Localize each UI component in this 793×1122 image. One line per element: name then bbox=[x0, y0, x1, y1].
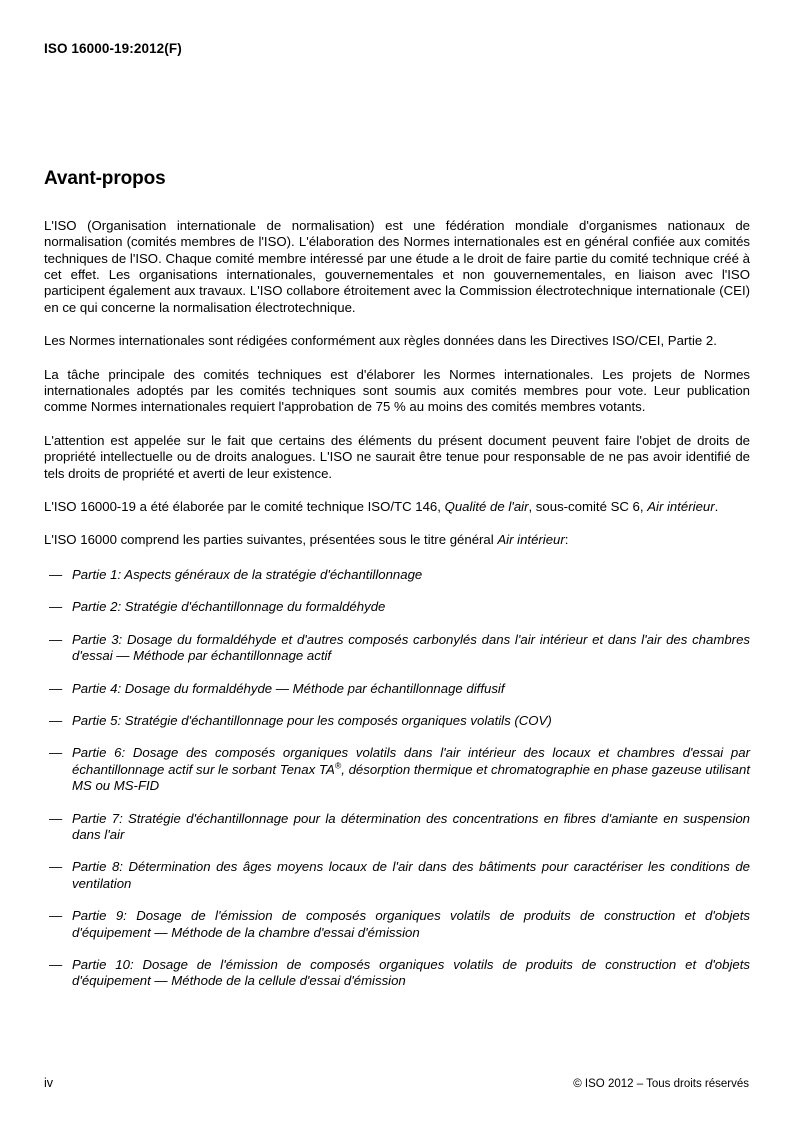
subcommittee-title-indoor-air: Air intérieur bbox=[647, 499, 715, 515]
part-entry-text: Partie 9: Dosage de l'émission de composés organiques volatils de produits de construction et d'objets d'équipement — Méthode de la chambre d'essai d'émission bbox=[72, 908, 750, 940]
em-dash-bullet-icon: — bbox=[49, 631, 63, 647]
list-item bbox=[44, 681, 750, 697]
part-entry-text: Partie 1: Aspects généraux de la stratégie d'échantillonnage bbox=[72, 566, 423, 582]
registered-trademark-superscript: ® bbox=[334, 760, 342, 771]
em-dash-bullet-icon: — bbox=[49, 712, 63, 728]
list-item bbox=[44, 957, 750, 990]
part-entry-text: Partie 5: Stratégie d'échantillonnage pour les composés organiques volatils (COV) bbox=[72, 712, 552, 728]
part-entry-text bbox=[72, 745, 750, 793]
part-entry-text: Partie 8: Détermination des âges moyens locaux de l'air dans des bâtiments pour caractériser les conditions de ventilation bbox=[72, 859, 750, 891]
em-dash-bullet-icon: — bbox=[49, 599, 63, 615]
part-entry-text: Partie 7: Stratégie d'échantillonnage pour la détermination des concentrations en fibres d'amiante en suspension dans l'air bbox=[72, 810, 750, 842]
em-dash-bullet-icon: — bbox=[49, 680, 63, 696]
em-dash-bullet-icon: — bbox=[49, 859, 63, 875]
series-intro-lead: L'ISO 16000 comprend les parties suivantes, présentées sous le titre général bbox=[44, 532, 498, 548]
list-item bbox=[44, 908, 750, 941]
em-dash-bullet-icon: — bbox=[49, 956, 63, 972]
part-entry-text: Partie 2: Stratégie d'échantillonnage du formaldéhyde bbox=[72, 599, 386, 615]
list-item bbox=[44, 811, 750, 844]
committee-text-lead: L'ISO 16000-19 a été élaborée par le comité technique ISO/TC 146, bbox=[44, 499, 445, 515]
em-dash-bullet-icon: — bbox=[49, 810, 63, 826]
section-heading: Avant-propos bbox=[44, 168, 166, 189]
copyright-notice: © ISO 2012 – Tous droits réservés bbox=[573, 1078, 749, 1090]
list-item bbox=[44, 713, 750, 729]
committee-text-tail: . bbox=[714, 499, 719, 515]
committee-title-air-quality: Qualité de l'air bbox=[444, 499, 529, 515]
foreword-paragraph-2: Les Normes internationales sont rédigées conformément aux règles données dans les Directives ISO/CEI, Partie 2. bbox=[44, 333, 717, 349]
list-item bbox=[44, 745, 750, 794]
list-item bbox=[44, 859, 750, 892]
page-footer bbox=[44, 1076, 749, 1090]
em-dash-bullet-icon: — bbox=[49, 745, 63, 761]
em-dash-bullet-icon: — bbox=[49, 566, 63, 582]
running-header bbox=[44, 41, 749, 57]
page-number: iv bbox=[44, 1076, 54, 1090]
document-identifier: ISO 16000-19:2012(F) bbox=[44, 41, 182, 56]
page-content bbox=[44, 168, 750, 990]
foreword-paragraph-3: La tâche principale des comités techniques est d'élaborer les Normes internationales. Les projets de Normes internationales adoptés par les comités techniques sont soumis aux comités membres pour vote. Leur publication comme Normes internationales requiert l'approbation de 75 % au moins des comités membres votants. bbox=[44, 366, 750, 415]
part-entry-text: Partie 3: Dosage du formaldéhyde et d'autres composés carbonylés dans l'air intérieur et dans l'air des chambres d'essai — Méthode par échantillonnage actif bbox=[72, 631, 750, 664]
em-dash-bullet-icon: — bbox=[49, 908, 63, 924]
list-item bbox=[44, 599, 750, 615]
part-entry-text: Partie 10: Dosage de l'émission de composés organiques volatils de produits de construction et d'objets d'équipement — Méthode de la cellule d'essai d'émission bbox=[72, 956, 750, 989]
foreword-paragraph-1: L'ISO (Organisation internationale de normalisation) est une fédération mondiale d'organismes nationaux de normalisation (comités membres de l'ISO). L'élaboration des Normes internationales est en général confiée aux comités techniques de l'ISO. Chaque comité membre intéressé par une étude a le droit de faire partie du comité technique créé à cet effet. Les organisations internationales, gouvernementales et non gouvernementales, en liaison avec l'ISO participent également aux travaux. L'ISO collabore étroitement avec la Commission électrotechnique internationale (CEI) en ce qui concerne la normalisation électrotechnique. bbox=[44, 217, 750, 315]
series-introduction-paragraph bbox=[44, 532, 750, 548]
part-entry-text-continued: , désorption thermique et chromatographie en phase gazeuse utilisant MS ou MS-FID bbox=[72, 761, 750, 794]
list-item bbox=[44, 632, 750, 665]
part-entry-text: Partie 4: Dosage du formaldéhyde — Méthode par échantillonnage diffusif bbox=[72, 680, 505, 696]
standard-parts-list bbox=[44, 567, 750, 990]
series-intro-tail: : bbox=[564, 532, 569, 548]
series-general-title: Air intérieur bbox=[497, 532, 565, 548]
foreword-paragraph-4: L'attention est appelée sur le fait que certains des éléments du présent document peuvent faire l'objet de droits de propriété intellectuelle ou de droits analogues. L'ISO ne saurait être tenue pour responsable de ne pas avoir identifié de tels droits de propriété et averti de leur existence. bbox=[44, 432, 750, 481]
part-entry-text-main: Partie 6: Dosage des composés organiques volatils dans l'air intérieur des locaux et chambres d'essai par échantillonnage actif sur le sorbant Tenax TA bbox=[72, 745, 750, 777]
list-item bbox=[44, 567, 750, 583]
committee-text-middle: , sous-comité SC 6, bbox=[528, 499, 648, 515]
committee-attribution-paragraph bbox=[44, 499, 750, 515]
